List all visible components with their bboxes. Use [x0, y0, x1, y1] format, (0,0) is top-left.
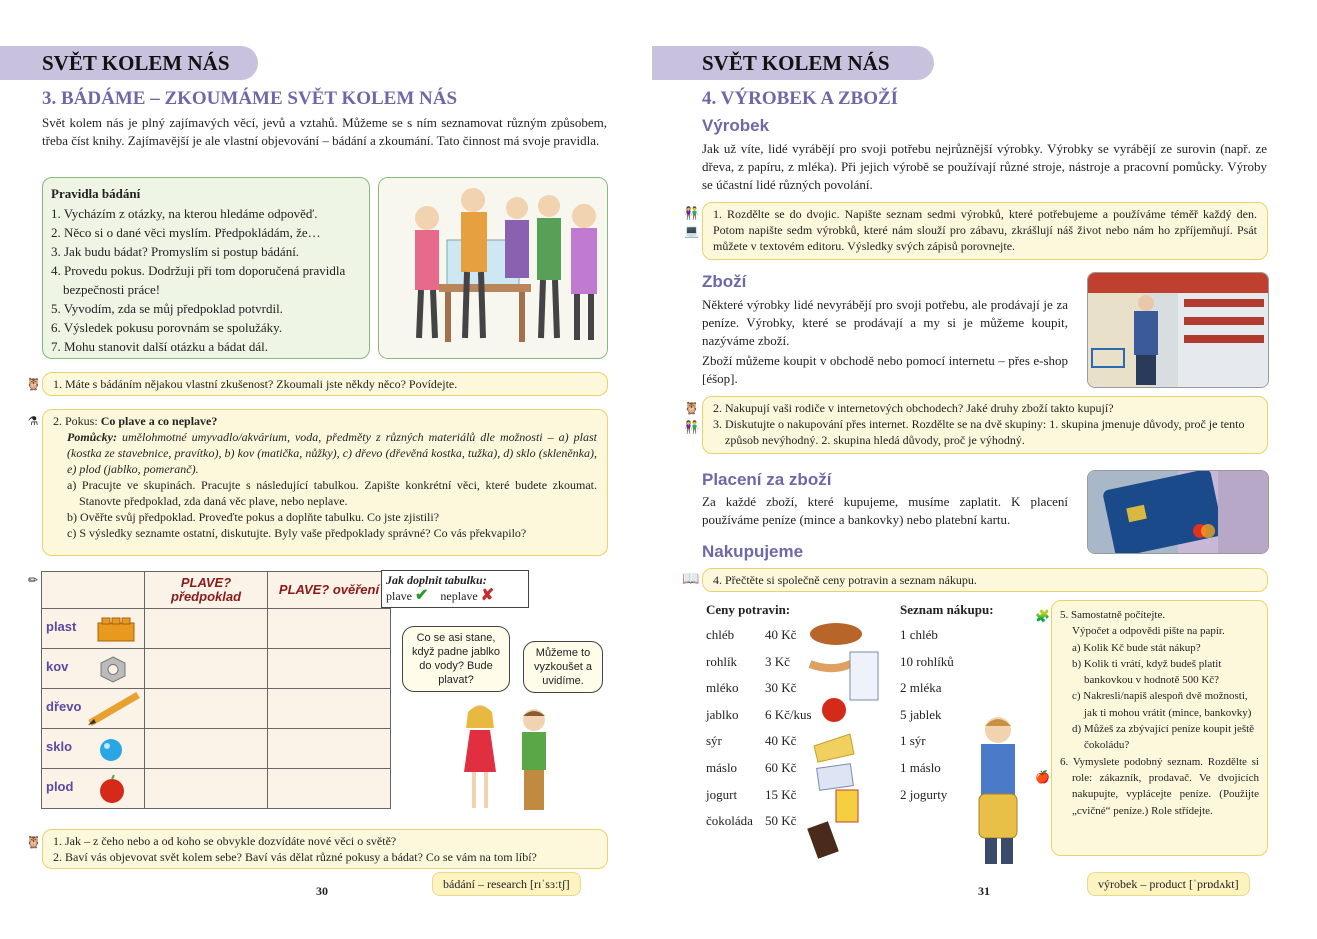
milk-icon [850, 652, 878, 700]
children-with-aquarium-drawing [379, 178, 607, 358]
question-6: 6. Vymyslete podobný seznam. Rozdělte si role: zákazník, prodavač. Ve dvojicích nakupujte, vyplácejte peníze. (Použijte „cvičné“ peníze.) Role střídejte. [1060, 755, 1259, 817]
vyrobek-text: Jak už víte, lidé vyrábějí pro svoji potřebu nejrůznější výrobky. Výrobky se vyrábějí ze surovin (např. ze dřeva, z papíru, z mléka). Při jejich výrobě se používají různé stroje, nástroje a pracovní pomůcky. Výroby se účastní lidé různých povolání. [702, 141, 1267, 192]
list-item: 1 máslo [900, 759, 941, 775]
apple-icon [96, 773, 128, 805]
prediction-cell[interactable] [145, 769, 268, 809]
row-label: plod [46, 779, 74, 794]
q5-line: a) Kolik Kč bude stát nákup? [1072, 641, 1201, 654]
question-3: 3. Diskutujte o nakupování přes internet. Rozdělte se na dvě skupiny: 1. skupina jmenuje důvody, proč je tento způsob nevýhodný. 2. skupina hledá důvody, proč je výhodný. [713, 417, 1245, 447]
supermarket-image [1088, 273, 1268, 387]
section-title-placeni: Placení za zboží [702, 470, 832, 489]
tools-label: Pomůcky: [67, 430, 117, 444]
section-title-zbozi: Zboží [702, 272, 747, 291]
question-1-box [42, 372, 608, 396]
list-title: Seznam nákupu: [900, 602, 994, 617]
computer-icon: 💻 [684, 224, 699, 238]
vocabulary-note: bádání – research [rɪˈsɜːtʃ] [432, 872, 581, 896]
zbozi-text-2: Zboží můžeme koupit v obchodě nebo pomocí internetu – přes e-shop [éšop]. [702, 353, 1068, 386]
legend-yes-label: plave [386, 589, 412, 603]
kids-experiment-illustration [378, 177, 608, 359]
row-label: sklo [46, 739, 73, 754]
chapter-title: 3. BÁDÁME – ZKOUMÁME SVĚT KOLEM NÁS [42, 88, 458, 109]
rules-box [42, 177, 370, 359]
rule-item: 1. Vycházím z otázky, na kterou hledáme odpověď. [51, 206, 318, 221]
price-item: jablko [706, 706, 739, 722]
q2-question: Co plave a co neplave? [100, 414, 218, 428]
verification-cell[interactable] [268, 769, 391, 809]
list-item: 1 chléb [900, 627, 938, 642]
speech-bubble-girl: Co se asi stane, když padne jablko do vody? Bude plavat? [402, 626, 510, 692]
bottom-questions-box [42, 829, 608, 869]
owl-icon: 🦉 [26, 377, 41, 391]
list-item: 2 jogurty [900, 786, 948, 802]
bread-icon [810, 623, 862, 645]
banknotes-card-image [1088, 471, 1268, 553]
verification-cell[interactable] [268, 689, 391, 729]
price-item: jogurt [706, 786, 738, 802]
question-1: 1. Rozdělte se do dvojic. Napište seznam sedmi výrobků, které potřebujeme a používáme téměř každý den. Potom napište sedm výrobků, které nám slouží pro zábavu, zkrášlují náš život nebo nám ho zpříjemňují. Psát můžete v textovém editoru. Výsledky svých zápisů porovnejte. [713, 207, 1257, 253]
price-value: 40 Kč [765, 733, 797, 749]
shopping-list [900, 622, 954, 808]
apple-icon [822, 698, 846, 722]
q2-head: 2. Pokus: [53, 414, 101, 428]
question-1-box [702, 202, 1268, 260]
list-item: 2 mléka [900, 680, 942, 696]
table-header-prediction: PLAVE? předpoklad [145, 572, 268, 609]
marble-icon [98, 737, 124, 763]
prediction-cell[interactable] [145, 649, 268, 689]
cross-icon: ✘ [480, 587, 495, 604]
q5-line: c) Nakresli/napiš alespoň dvě možnosti, jak ti mohou vrátit (mince, bankovky) [1072, 690, 1252, 719]
experiment-box [42, 409, 608, 556]
checkmark-icon: ✔ [415, 587, 429, 604]
price-item: máslo [706, 759, 738, 775]
question-4: 4. Přečtěte si společně ceny potravin a seznam nákupu. [713, 573, 977, 587]
table-row [42, 729, 391, 769]
money-card-photo [1087, 470, 1269, 554]
section-header: SVĚT KOLEM NÁS [0, 46, 258, 80]
table-row [42, 649, 391, 689]
prediction-cell[interactable] [145, 689, 268, 729]
rule-item: 2. Něco si o dané věci myslím. Předpokládám, že… [51, 225, 321, 240]
verification-cell[interactable] [268, 729, 391, 769]
verification-cell[interactable] [268, 609, 391, 649]
lego-brick-icon [96, 615, 136, 643]
price-item: rohlík [706, 653, 738, 669]
float-table [41, 571, 391, 809]
table-row [42, 609, 391, 649]
price-value: 60 Kč [765, 759, 797, 775]
price-item: čokoláda [706, 813, 753, 829]
howto-legend [381, 570, 529, 608]
prediction-cell[interactable] [145, 729, 268, 769]
role-play-icon: 🍎 [1035, 770, 1050, 784]
q5-line: b) Kolik ti vrátí, když budeš platit bankovkou v hodnotě 500 Kč? [1072, 657, 1222, 687]
nut-icon [98, 655, 128, 683]
section-title-vyrobek: Výrobek [702, 116, 770, 135]
price-value: 15 Kč [765, 786, 797, 802]
pencil-icon: ✏ [27, 573, 39, 587]
q5-line: d) Můžeš za zbývající peníze koupit ještě čokoládu? [1072, 723, 1255, 752]
owl-icon: 🦉 [684, 401, 699, 415]
list-item: 1 sýr [900, 733, 926, 749]
task-a: a) Pracujte ve skupinách. Pracujte s následující tabulkou. Zapište konkrétní věci, které budete zkoumat. Stanovte předpoklad, zda daná věc plave, nebo neplave. [67, 478, 597, 508]
chocolate-icon [807, 821, 839, 859]
question-2: 2. Nakupují vaši rodiče v internetových obchodech? Jaké druhy zboží takto kupují? [713, 401, 1114, 415]
table-corner [42, 572, 145, 609]
intro-text: Svět kolem nás je plný zajímavých věcí, jevů a vztahů. Můžeme se s ním seznamovat různým způsobem, třeba číst knihy. Zajímavější je ale vlastní objevování – bádání a zkoumání. Tato činnost má svoje pravidla. [42, 115, 607, 148]
placeni-text: Za každé zboží, které kupujeme, musíme zaplatit. K placení používáme peníze (mince a bankovky) nebo platební kartu. [702, 494, 1068, 527]
pair-icon: 👫 [684, 206, 699, 220]
rule-item: 3. Jak budu bádat? Promyslím si postup bádání. [51, 244, 300, 259]
rule-item: 5. Vyvodím, zda se můj předpoklad potvrdil. [51, 301, 283, 316]
section-title-nakupujeme: Nakupujeme [702, 542, 804, 561]
vocabulary-note: výrobek – product [ˈprɒdʌkt] [1087, 872, 1250, 896]
rule-item: 7. Mohu stanovit další otázku a bádat dál. [51, 339, 268, 354]
row-label: dřevo [46, 699, 82, 714]
tools-text: umělohmotné umyvadlo/akvárium, voda, předměty z různých materiálů dle možnosti – a) plast (kostka ze stavebnice, pravítko), b) kov (matička, nůžky), c) dřevo (dřevěná kostka, tužka), d) sklo (skleněnka), e) plod (jablko, pomeranč). [67, 430, 597, 476]
bottom-question-2: 2. Baví vás objevovat svět kolem sebe? Baví vás dělat různé pokusy a bádat? Co se vám na tom líbí? [53, 850, 537, 864]
two-children-drawing [450, 700, 560, 820]
cheese-icon [814, 734, 854, 762]
rules-title: Pravidla bádání [51, 186, 141, 201]
chapter-title: 4. VÝROBEK A ZBOŽÍ [702, 88, 899, 109]
verification-cell[interactable] [268, 649, 391, 689]
task-c: c) S výsledky seznamte ostatní, diskutujte. Byly vaše předpoklady správné? Co vás překvapilo? [67, 526, 527, 540]
left-page [0, 0, 640, 939]
price-items-column [706, 622, 753, 835]
supermarket-photo [1087, 272, 1269, 388]
question-1: 1. Máte s bádáním nějakou vlastní zkušenost? Zkoumali jste někdy něco? Povídejte. [53, 377, 458, 391]
puzzle-icon: 🧩 [1035, 609, 1050, 623]
prices-title: Ceny potravin: [706, 602, 791, 617]
q5-line: Výpočet a odpovědi pište na papír. [1072, 625, 1225, 638]
right-page [652, 0, 1317, 939]
list-item: 5 jablek [900, 706, 942, 722]
page-number: 31 [978, 884, 990, 898]
bottom-question-1: 1. Jak – z čeho nebo a od koho se obvykle dozvídáte nové věci o světě? [53, 834, 397, 848]
experiment-icon: ⚗ [27, 414, 39, 428]
price-value: 30 Kč [765, 680, 797, 696]
speech-bubble-boy: Můžeme to vyzkoušet a uvidíme. [523, 641, 603, 693]
price-values-column [765, 622, 812, 835]
owl-icon: 🦉 [26, 835, 41, 849]
row-label: kov [46, 659, 69, 674]
price-item: chléb [706, 627, 735, 642]
rule-item: 6. Výsledek pokusu porovnám se spolužáky. [51, 320, 283, 335]
legend-no-label: neplave [440, 589, 478, 603]
table-row [42, 689, 391, 729]
prediction-cell[interactable] [145, 609, 268, 649]
howto-title: Jak doplnit tabulku: [386, 573, 487, 587]
price-value: 40 Kč [765, 627, 797, 642]
pair-icon: 👫 [684, 420, 699, 434]
page-number: 30 [316, 884, 328, 898]
table-row [42, 769, 391, 809]
price-value: 50 Kč [765, 813, 797, 829]
task-b: b) Ověřte svůj předpoklad. Proveďte pokus a doplňte tabulku. Co jste zjistili? [67, 510, 440, 524]
price-item: sýr [706, 733, 722, 749]
questions-2-3-box [702, 396, 1268, 454]
butter-icon [817, 764, 854, 791]
tasks-5-6-box [1051, 600, 1268, 856]
row-label: plast [46, 619, 77, 634]
price-value: 6 Kč/kus [765, 706, 812, 722]
question-4-box [702, 568, 1268, 592]
rule-item: 4. Provedu pokus. Dodržuji při tom doporučená pravidla bezpečnosti práce! [51, 263, 346, 297]
boy-shopping-drawing [967, 712, 1029, 872]
zbozi-text-1: Některé výrobky lidé nevyrábějí pro svoji potřebu, ale prodávají je za peníze. Výrobky, které se prodávají a my si je můžeme koupit, nazýváme zboží. [702, 297, 1068, 348]
yogurt-icon [836, 790, 858, 822]
price-item: mléko [706, 680, 739, 696]
price-value: 3 Kč [765, 653, 790, 669]
table-header-verification: PLAVE? ověření [268, 572, 391, 609]
section-header: SVĚT KOLEM NÁS [652, 46, 934, 80]
list-item: 10 rohlíků [900, 653, 954, 669]
question-5: 5. Samostatně počítejte. [1060, 609, 1166, 621]
book-icon: 📖 [682, 572, 700, 587]
food-illustrations [806, 616, 886, 866]
pencil-drawing-icon [86, 691, 142, 727]
